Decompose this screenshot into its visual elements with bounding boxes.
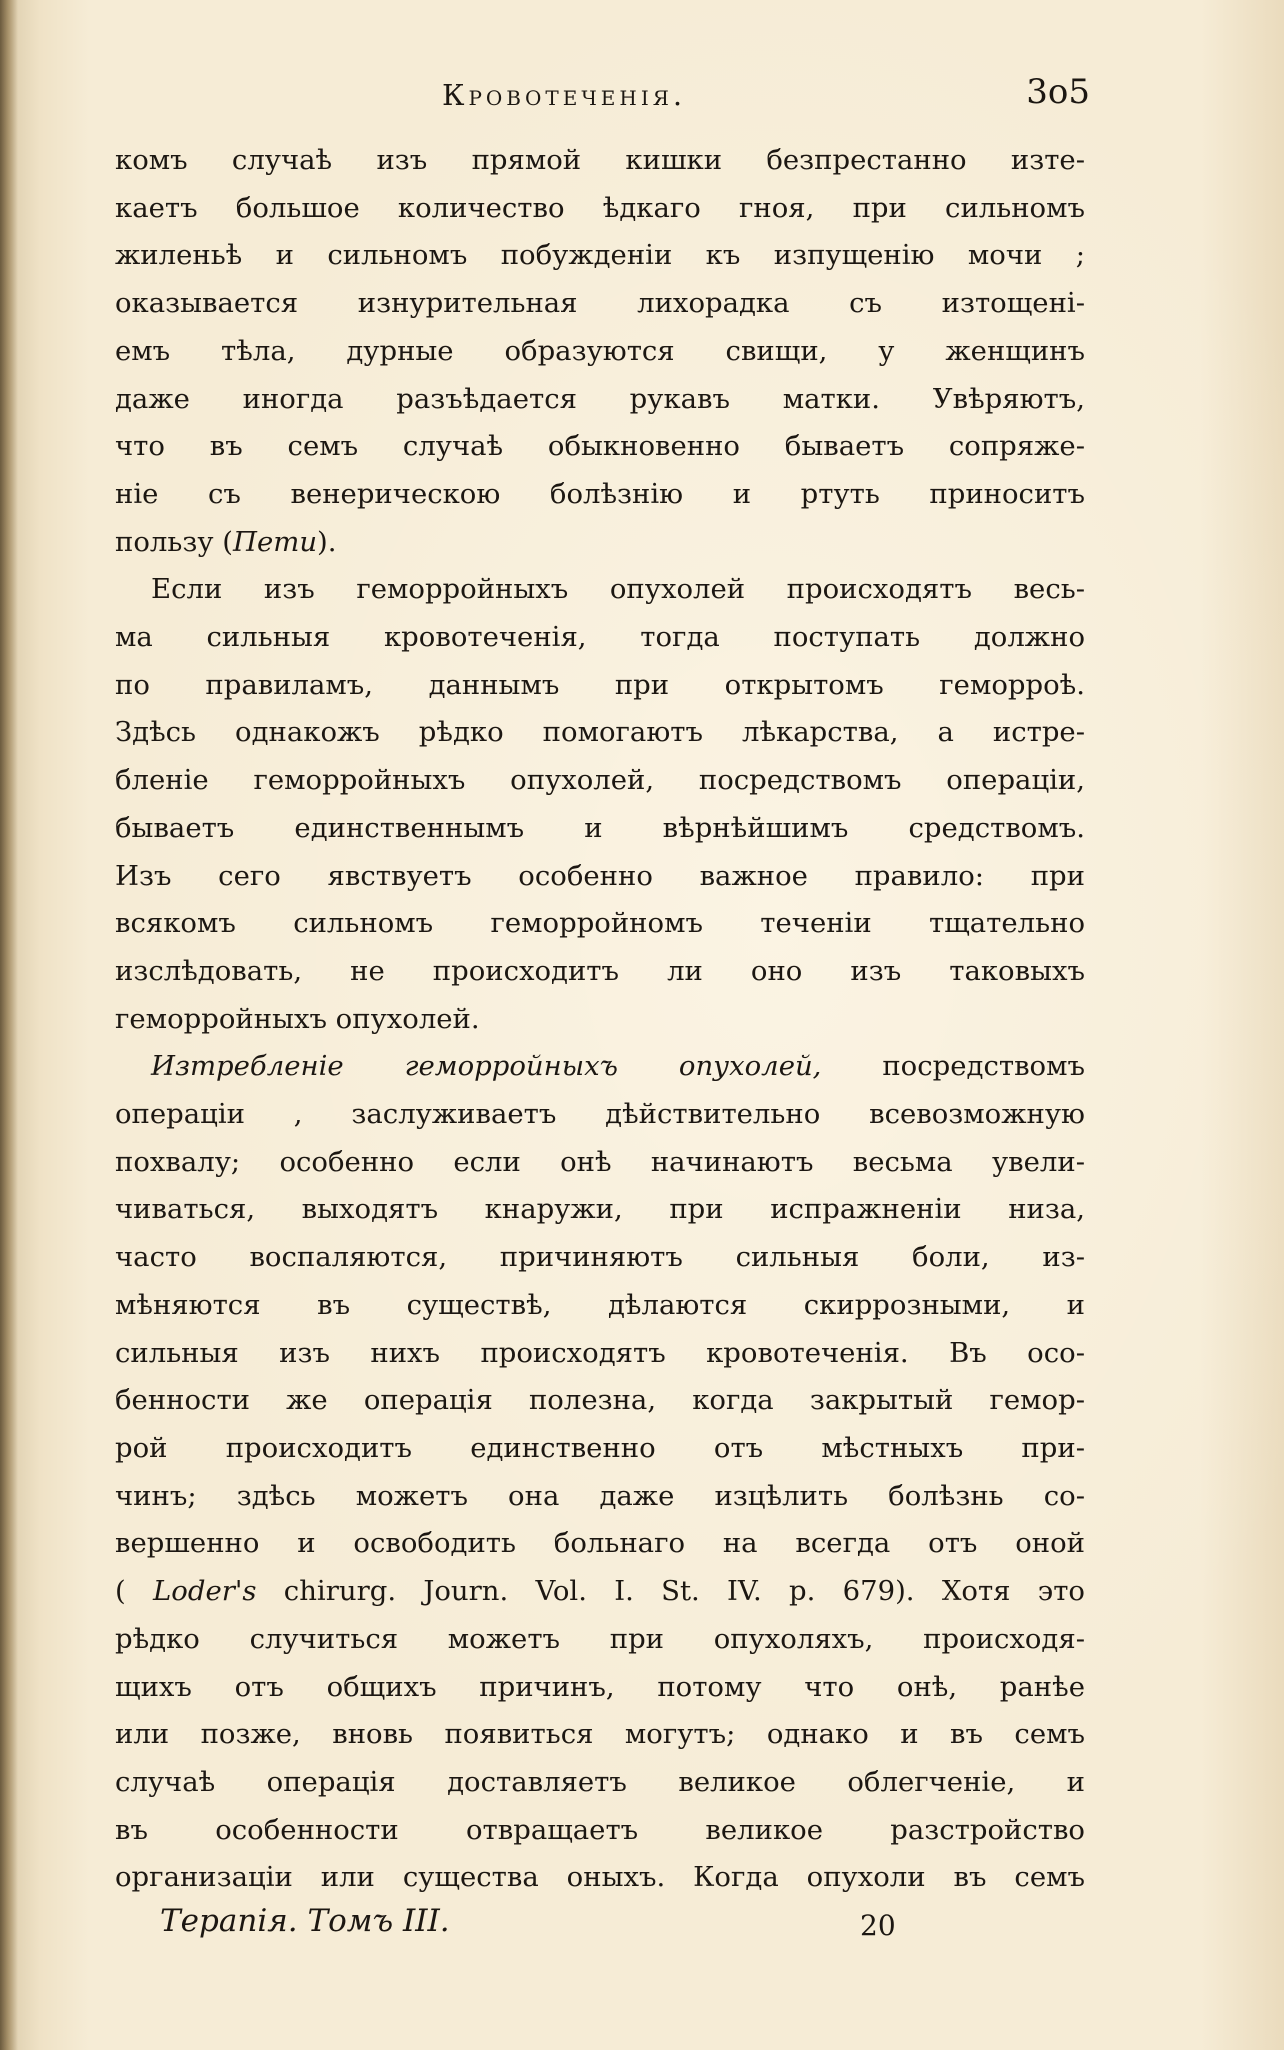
text-line: похвалу; особенно если онѣ начинаютъ весьма увели-: [115, 1145, 1085, 1178]
text-line: рѣдко случиться можетъ при опухоляхъ, происходя-: [115, 1622, 1085, 1655]
paragraph-1: [115, 137, 1085, 566]
paragraph-2: [115, 566, 1085, 1043]
text-line: часто воспаляются, причиняютъ сильныя боли, из-: [115, 1241, 1085, 1274]
section-term: Изтребленіе геморройныхъ опухолей,: [151, 1050, 822, 1083]
text-line: случаѣ операція доставляетъ великое облегченіе, и: [115, 1765, 1085, 1798]
text-line: щихъ отъ общихъ причинъ, потому что онѣ, ранѣе: [115, 1670, 1085, 1703]
page-spine-shadow: [0, 0, 18, 2050]
paragraph-3: [115, 1043, 1085, 1902]
text-line: чиваться, выходятъ кнаружи, при испражненіи низа,: [115, 1193, 1085, 1226]
text-line: [115, 519, 1085, 567]
printer-signature: Терапія. Томъ III.: [160, 1903, 450, 1939]
text-line: что въ семъ случаѣ обыкновенно бываетъ сопряже-: [115, 430, 1085, 463]
text-line: емъ тѣла, дурные образуются свищи, у женщинъ: [115, 334, 1085, 367]
text-line: бленіе геморройныхъ опухолей, посредствомъ операціи,: [115, 764, 1085, 797]
text-line: ма сильныя кровотеченія, тогда поступать должно: [115, 621, 1085, 654]
text-line: мѣняются въ существѣ, дѣлаются скиррозными, и: [115, 1288, 1085, 1321]
text-line: геморройныхъ опухолей.: [115, 1002, 480, 1035]
text-line: жиленьѣ и сильномъ побужденіи къ изпущенію мочи ;: [115, 239, 1085, 272]
text-fragment: ).: [317, 525, 337, 558]
text-line: изслѣдовать, не происходитъ ли оно изъ таковыхъ: [115, 954, 1085, 987]
citation-line: [115, 1568, 1085, 1616]
text-line: вершенно и освободить больнаго на всегда отъ оной: [115, 1527, 1085, 1560]
text-line: Здѣсь однакожъ рѣдко помогаютъ лѣкарства, а истре-: [115, 716, 1085, 749]
text-line: бываетъ единственнымъ и вѣрнѣйшимъ средствомъ.: [115, 811, 1085, 844]
text-line: Если изъ геморройныхъ опухолей происходятъ весь-: [151, 573, 1085, 606]
text-line: ніе съ венерическою болѣзнію и ртуть приноситъ: [115, 477, 1085, 510]
text-line: комъ случаѣ изъ прямой кишки безпрестанно изте-: [115, 144, 1085, 176]
text-line: даже иногда разъѣдается рукавъ матки. Увѣряютъ,: [115, 382, 1085, 415]
page-footer: [160, 1903, 1060, 1953]
body-text: [115, 137, 1085, 1902]
text-line: операціи , заслуживаетъ дѣйствительно всевозможную: [115, 1098, 1085, 1131]
text-line: бенности же операція полезна, когда закрытый гемор-: [115, 1384, 1085, 1417]
running-title: Кровотеченія.: [442, 78, 687, 112]
text-line: рой происходитъ единственно отъ мѣстныхъ при-: [115, 1431, 1085, 1464]
text-line: по правиламъ, даннымъ при открытомъ геморроѣ.: [115, 668, 1085, 701]
author-reference: Пети: [232, 525, 318, 558]
text-line: организаціи или существа оныхъ. Когда опухоли въ семъ: [115, 1861, 1085, 1894]
sheet-number: 20: [860, 1909, 896, 1942]
text-line: сильныя изъ нихъ происходятъ кровотеченія. Въ осо-: [115, 1336, 1085, 1369]
text-line: въ особенности отвращаетъ великое разстройство: [115, 1813, 1085, 1846]
page-number: 3o5: [1026, 72, 1090, 112]
text-fragment: (: [115, 1575, 154, 1608]
citation-author: Loder's: [153, 1575, 257, 1608]
text-line: чинъ; здѣсь можетъ она даже изцѣлить болѣзнь со-: [115, 1479, 1085, 1512]
running-head: [160, 72, 1090, 122]
text-line: или позже, вновь появиться могутъ; однако и въ семъ: [115, 1718, 1085, 1751]
text-line: Изъ сего явствуетъ особенно важное правило: при: [115, 859, 1085, 892]
text-line: [115, 1043, 1085, 1091]
text-fragment: chirurg. Journ. Vol. I. St. IV. p. 679). Хотя это: [256, 1575, 1085, 1608]
text-line: оказывается изнурительная лихорадка съ изтощені-: [115, 287, 1085, 320]
text-fragment: посредствомъ: [821, 1050, 1085, 1083]
text-line: каетъ большое количество ѣдкаго гноя, при сильномъ: [115, 191, 1085, 224]
text-fragment: пользу (: [115, 525, 233, 558]
text-line: всякомъ сильномъ геморройномъ теченіи тщательно: [115, 907, 1085, 940]
